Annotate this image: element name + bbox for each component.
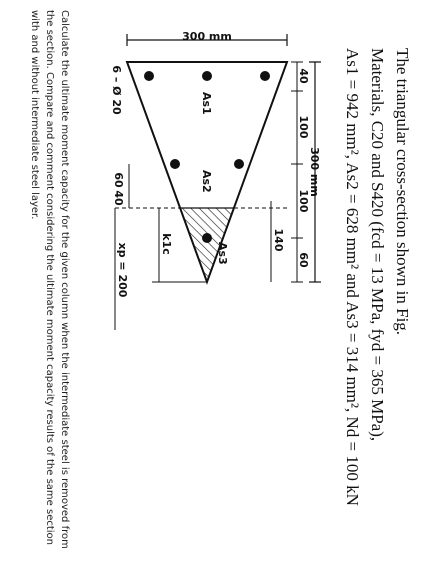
cross-section-drawing xyxy=(107,30,327,350)
dim-100a-label: 100 xyxy=(297,115,310,139)
dim-60-label: 60 xyxy=(297,252,310,268)
problem-line-3: As1 = 942 mm², As2 = 628 mm² and As3 = 314 mm², Nd = 100 kN xyxy=(343,48,362,506)
height-dimension xyxy=(127,30,287,46)
dim-100b-label: 100 xyxy=(297,189,310,213)
dim-60-bottom-label: 60 xyxy=(112,172,125,188)
label-as2: As2 xyxy=(200,170,213,193)
xp-dimension xyxy=(115,208,129,330)
dim-40-bottom-label: 40 xyxy=(112,190,125,206)
label-as1: As1 xyxy=(200,92,213,115)
rebar-as2-bottom xyxy=(170,159,180,169)
rebar-as3 xyxy=(202,233,212,243)
top-dimension-300 xyxy=(308,62,321,282)
question-note: Calculate the ultimate moment capacity for the given column when the intermediate steel is removed from the section. Compare and comment considering the ultimate moment capacity results of the same section with and without intermediate steel layer. xyxy=(29,10,70,549)
problem-line-2: Materials, C20 and S420 (fcd = 13 MPa, fyd = 365 MPa), xyxy=(368,48,387,442)
label-k1c: k1c xyxy=(160,233,173,255)
dim-40-label: 40 xyxy=(297,68,310,84)
problem-line-1: The triangular cross-section shown in Fig. xyxy=(393,48,412,336)
rebar-as1-mid xyxy=(202,71,212,81)
problem-statement xyxy=(340,48,415,548)
dim-300-label: 300 mm xyxy=(308,147,321,197)
label-as3: As3 xyxy=(216,242,229,265)
label-xp: xp = 200 xyxy=(116,242,129,298)
dim-height-label: 300 mm xyxy=(182,30,232,43)
dim-140-label: 140 xyxy=(272,228,285,252)
rebar-as1-top xyxy=(260,71,270,81)
cross-section-figure xyxy=(107,30,327,350)
reinforcement-label: 6 – Ø 20 xyxy=(110,65,123,115)
bottom-dimensions xyxy=(112,164,129,208)
rebar-as1-bottom xyxy=(144,71,154,81)
rebar-as2-top xyxy=(234,159,244,169)
dimension-140 xyxy=(271,201,285,282)
